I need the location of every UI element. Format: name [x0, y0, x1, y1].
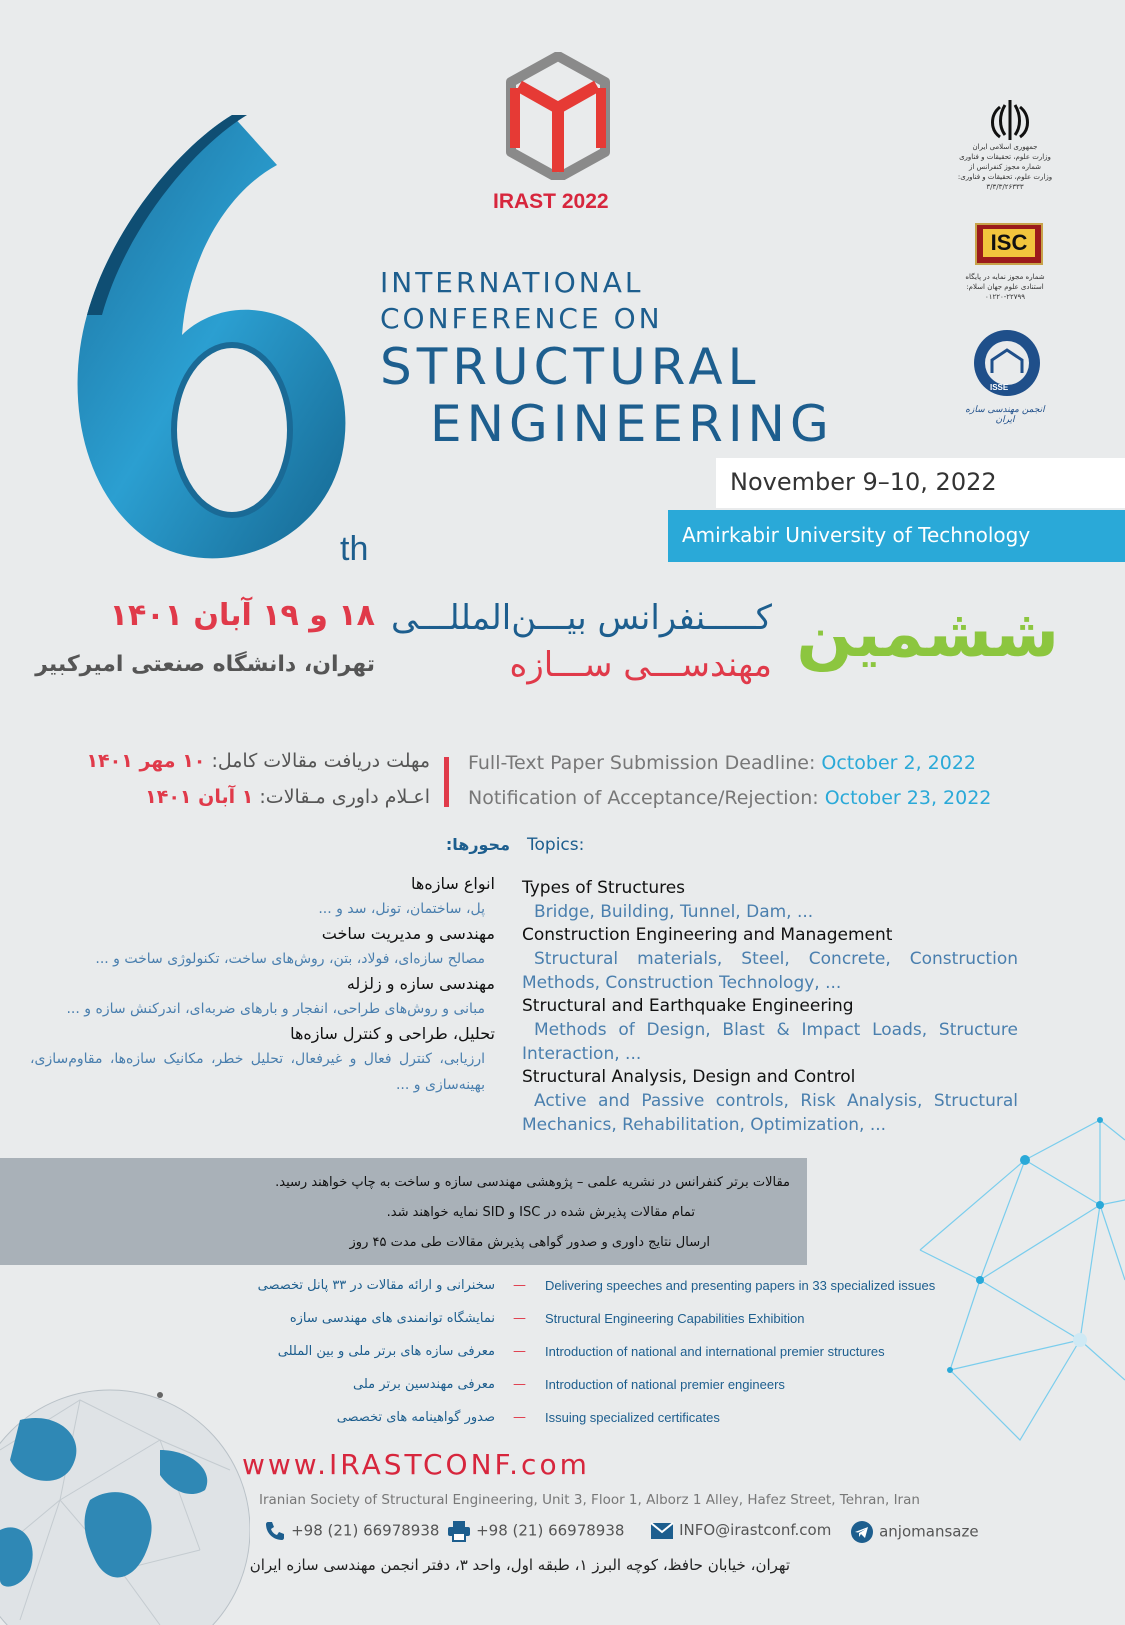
- topic-fa-title: مهندسی سازه و زلزله: [346, 974, 495, 993]
- topics-en-list: [522, 877, 1018, 1137]
- title-line-1: INTERNATIONAL: [380, 266, 644, 299]
- deadline-divider: [444, 757, 449, 807]
- address-en: Iranian Society of Structural Engineering, Unit 3, Floor 1, Alborz 1 Alley, Hafez Street, Tehran, Iran: [259, 1492, 920, 1508]
- contact-email[interactable]: [650, 1520, 831, 1540]
- feature-dash: —: [513, 1344, 526, 1359]
- topic-en-desc: Structural materials, Steel, Concrete, Construction Methods, Construction Technology, ...: [522, 949, 1018, 993]
- topic-en-desc: Methods of Design, Blast & Impact Loads, Structure Interaction, ...: [522, 1020, 1018, 1064]
- phone-number: +98 (21) 66978938: [291, 1521, 440, 1540]
- topic-fa-desc: مبانی و روش‌های طراحی، انفجار و بارهای ضربه‌ای، اندرکنش سازه و ...: [66, 1001, 485, 1017]
- topic-fa-title: انواع سازه‌ها: [411, 874, 495, 893]
- feature-dash: —: [513, 1377, 526, 1392]
- feature-en: Delivering speeches and presenting papers in 33 specialized issues: [545, 1278, 936, 1293]
- fa-structural: مهندســـی ســـازه: [509, 645, 772, 685]
- fa-conference: کـــــنفرانس بیـــن‌المللـــی: [391, 598, 772, 638]
- feature-row: [0, 1278, 1125, 1311]
- topic-en-desc: Bridge, Building, Tunnel, Dam, ...: [534, 902, 814, 922]
- isc-logo-icon: [975, 223, 1043, 265]
- contact-telegram[interactable]: [850, 1520, 979, 1544]
- brand-acronym: IRAST 2022: [493, 190, 609, 213]
- feature-fa: معرفی مهندسین برتر ملی: [353, 1377, 495, 1392]
- topic-en-2: [522, 924, 1018, 995]
- cube-logo-icon: [505, 52, 611, 180]
- feature-dash: —: [513, 1410, 526, 1425]
- topic-fa-title: مهندسی و مدیریت ساخت: [321, 924, 495, 943]
- en-deadline-2: [468, 787, 991, 809]
- topic-fa-1: [30, 872, 495, 922]
- en-deadline-2-value: October 23, 2022: [824, 787, 992, 809]
- notice-line: تمام مقالات پذیرش شده در ISC و SID نمایه خواهند شد.: [386, 1205, 695, 1220]
- topic-fa-2: [30, 922, 495, 972]
- feature-fa: معرفی سازه های برتر ملی و بین المللی: [277, 1344, 495, 1359]
- address-fa: تهران، خیابان حافظ، کوچه البرز ۱، طبقه اول، واحد ۳، دفتر انجمن مهندسی سازه ایران: [249, 1556, 790, 1574]
- feature-en: Structural Engineering Capabilities Exhibition: [545, 1311, 805, 1326]
- feature-row: [0, 1377, 1125, 1410]
- emblem-icon: [985, 95, 1035, 145]
- topic-en-title: Types of Structures: [522, 878, 686, 898]
- topic-fa-4: [30, 1022, 495, 1098]
- en-deadline-1: [468, 752, 976, 774]
- email-address: INFO@irastconf.com: [679, 1521, 832, 1539]
- topic-fa-desc: ارزیابی، کنترل فعال و غیرفعال، تحلیل خطر، مکانیک سازه‌ها، مقاوم‌سازی، بهینه‌سازی و ...: [30, 1051, 485, 1093]
- isse-label: ISSE: [990, 383, 1009, 392]
- fa-deadline-1: [86, 750, 430, 772]
- ordinal-suffix: th: [340, 530, 369, 568]
- title-line-3: STRUCTURAL: [380, 338, 761, 396]
- fa-sixth: ششمین: [796, 595, 1059, 672]
- venue: Amirkabir University of Technology: [682, 523, 1031, 547]
- notice-line: مقالات برتر کنفرانس در نشریه علمی – پژوهشی مهندسی سازه و ساخت به چاپ خواهند رسید.: [275, 1175, 790, 1190]
- feature-dash: —: [513, 1311, 526, 1326]
- feature-en: Issuing specialized certificates: [545, 1410, 720, 1425]
- phone-icon: [264, 1520, 286, 1542]
- topics-label-en: Topics:: [527, 835, 585, 855]
- topic-en-desc: Active and Passive controls, Risk Analysis, Structural Mechanics, Rehabilitation, Optimization, ...: [522, 1091, 1018, 1135]
- isc-label: ISC: [983, 229, 1035, 257]
- topic-en-title: Structural Analysis, Design and Control: [522, 1067, 856, 1087]
- feature-dash: —: [513, 1278, 526, 1293]
- title-line-4: ENGINEERING: [430, 395, 834, 453]
- topic-fa-3: [30, 972, 495, 1022]
- fa-dates: ۱۸ و ۱۹ آبان ۱۴۰۱: [109, 598, 375, 633]
- fa-deadline-2-value: ۱ آبان ۱۴۰۱: [145, 786, 254, 808]
- en-deadline-1-label: Full-Text Paper Submission Deadline:: [468, 752, 822, 774]
- en-deadline-2-label: Notification of Acceptance/Rejection:: [468, 787, 825, 809]
- title-line-2: CONFERENCE ON: [380, 302, 663, 335]
- topic-en-1: [522, 877, 1018, 924]
- topic-fa-title: تحلیل، طراحی و کنترل سازه‌ها: [290, 1024, 495, 1043]
- website-link[interactable]: www.IRASTCONF.com: [242, 1448, 590, 1481]
- topics-fa-list: [30, 872, 495, 1098]
- features-list: [0, 1278, 1125, 1443]
- feature-row: [0, 1410, 1125, 1443]
- feature-en: Introduction of national and international premier structures: [545, 1344, 885, 1359]
- topics-label-fa: محورها:: [445, 835, 510, 854]
- fa-place: تهران، دانشگاه صنعتی امیرکبیر: [35, 652, 375, 677]
- conference-date: November 9–10, 2022: [730, 468, 997, 496]
- feature-row: [0, 1311, 1125, 1344]
- topic-fa-desc: پل، ساختمان، تونل، سد و ...: [318, 901, 485, 917]
- six-numeral-graphic: [72, 115, 362, 560]
- telegram-icon: [850, 1520, 874, 1544]
- feature-fa: نمایشگاه توانمندی های مهندسی سازه: [289, 1311, 495, 1326]
- topic-en-title: Structural and Earthquake Engineering: [522, 996, 854, 1016]
- en-deadline-1-value: October 2, 2022: [821, 752, 977, 774]
- feature-row: [0, 1344, 1125, 1377]
- fa-deadline-1-value: ۱۰ مهر ۱۴۰۱: [86, 750, 206, 772]
- feature-fa: سخنرانی و ارائه مقالات در ۳۳ پانل تخصصی: [257, 1278, 495, 1293]
- mail-icon: [650, 1522, 674, 1540]
- fax-number: +98 (21) 66978938: [476, 1521, 625, 1540]
- feature-fa: صدور گواهینامه های تخصصی: [336, 1410, 495, 1425]
- fa-deadline-2: [145, 786, 430, 808]
- topic-en-4: [522, 1066, 1018, 1137]
- telegram-handle: anjomansaze: [879, 1522, 979, 1541]
- topic-en-title: Construction Engineering and Management: [522, 925, 893, 945]
- topic-fa-desc: مصالح سازه‌ای، فولاد، بتن، روش‌های ساخت، تکنولوژی ساخت و ...: [95, 951, 485, 967]
- printer-icon: [447, 1520, 471, 1542]
- topic-en-3: [522, 995, 1018, 1066]
- ministry-caption: جمهوری اسلامی ایران وزارت علوم، تحقیقات و فناوری شماره مجوز کنفرانس از وزارت علوم، تحقیقات و فناوری: ۳/۳/۳/۲۶۳۳۳: [957, 143, 1053, 191]
- contact-fax[interactable]: [447, 1520, 624, 1542]
- feature-en: Introduction of national premier engineers: [545, 1377, 785, 1392]
- isse-caption: انجمن مهندسی سازه ایران: [965, 405, 1045, 425]
- isc-caption: شماره مجوز نمایه در پایگاه استنادی علوم جهان اسلام: ۰۱۲۲۰-۲۲۷۹۹: [965, 273, 1045, 301]
- fa-deadline-1-label: مهلت دریافت مقالات کامل:: [211, 750, 430, 772]
- fa-deadline-2-label: اعـلام داوری مـقالات:: [259, 786, 430, 808]
- contact-phone[interactable]: [264, 1520, 439, 1542]
- notice-line: ارسال نتایج داوری و صدور گواهی پذیرش مقالات طی مدت ۴۵ روز: [349, 1235, 710, 1250]
- notice-list: [30, 1168, 790, 1258]
